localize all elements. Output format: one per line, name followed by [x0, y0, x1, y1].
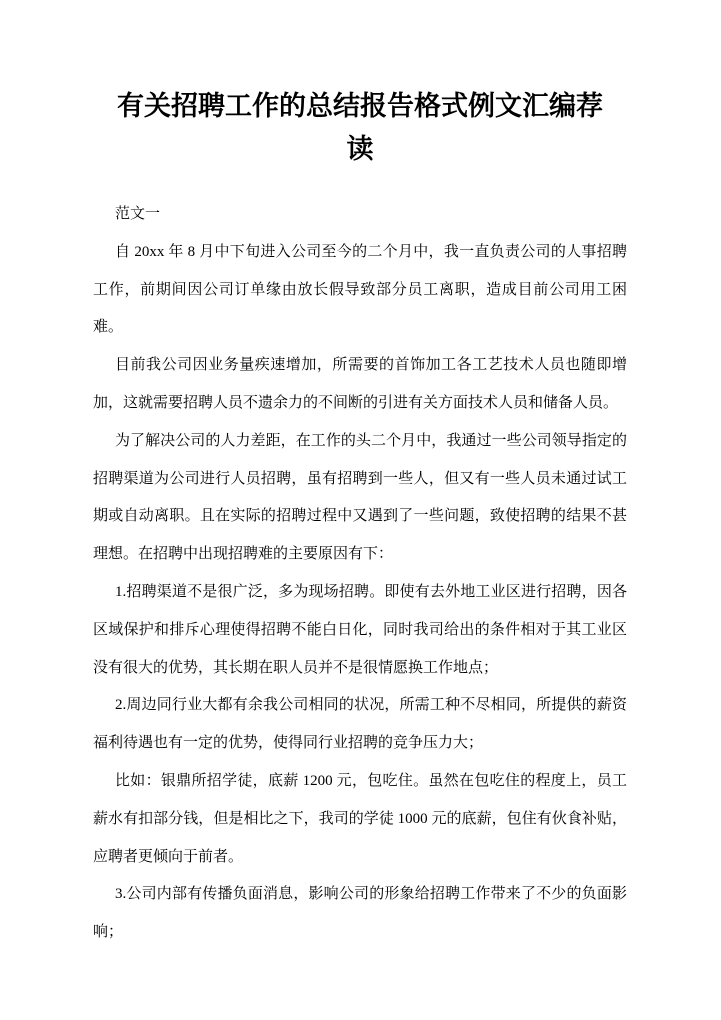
paragraph: 2.周边同行业大都有余我公司相同的状况，所需工种不尽相同，所提供的薪资福利待遇也有一定的优势，使得同行业招聘的竞争压力大； [93, 697, 627, 752]
page-title: 有关招聘工作的总结报告格式例文汇编荐读 [117, 91, 603, 164]
paragraph: 1.招聘渠道不是很广泛，多为现场招聘。即使有去外地工业区进行招聘，因各区域保护和排斥心理使得招聘不能白日化，同时我司给出的条件相对于其工业区没有很大的优势，其长期在职人员并不是很情愿换工作地点； [93, 583, 627, 676]
paragraph: 目前我公司因业务量疾速增加，所需要的首饰加工各工艺技术人员也随即增加，这就需要招聘人员不遗余力的不间断的引进有关方面技术人员和储备人员。 [93, 357, 627, 411]
section-label: 范文一 [115, 206, 161, 222]
paragraph: 3.公司内部有传播负面消息，影响公司的形象给招聘工作带来了不少的负面影响； [93, 886, 627, 941]
paragraph-list [93, 234, 627, 952]
paragraph: 比如：银鼎所招学徒，底薪 1200 元，包吃住。虽然在包吃住的程度上，员工薪水有扣部分钱，但是相比之下，我司的学徒 1000 元的底薪，包住有伙食补贴，应聘者更倾向于前者。 [93, 772, 627, 865]
paragraph: 为了解决公司的人力差距，在工作的头二个月中，我通过一些公司领导指定的招聘渠道为公司进行人员招聘，虽有招聘到一些人，但又有一些人员未通过试工期或自动离职。且在实际的招聘过程中又遇到了一些问题，致使招聘的结果不甚理想。在招聘中出现招聘难的主要原因有下： [93, 432, 627, 563]
document-body [93, 196, 627, 952]
paragraph: 自 20xx 年 8 月中下旬进入公司至今的二个月中，我一直负责公司的人事招聘工作，前期间因公司订单缘由放长假导致部分员工离职，造成目前公司用工困难。 [93, 243, 627, 336]
